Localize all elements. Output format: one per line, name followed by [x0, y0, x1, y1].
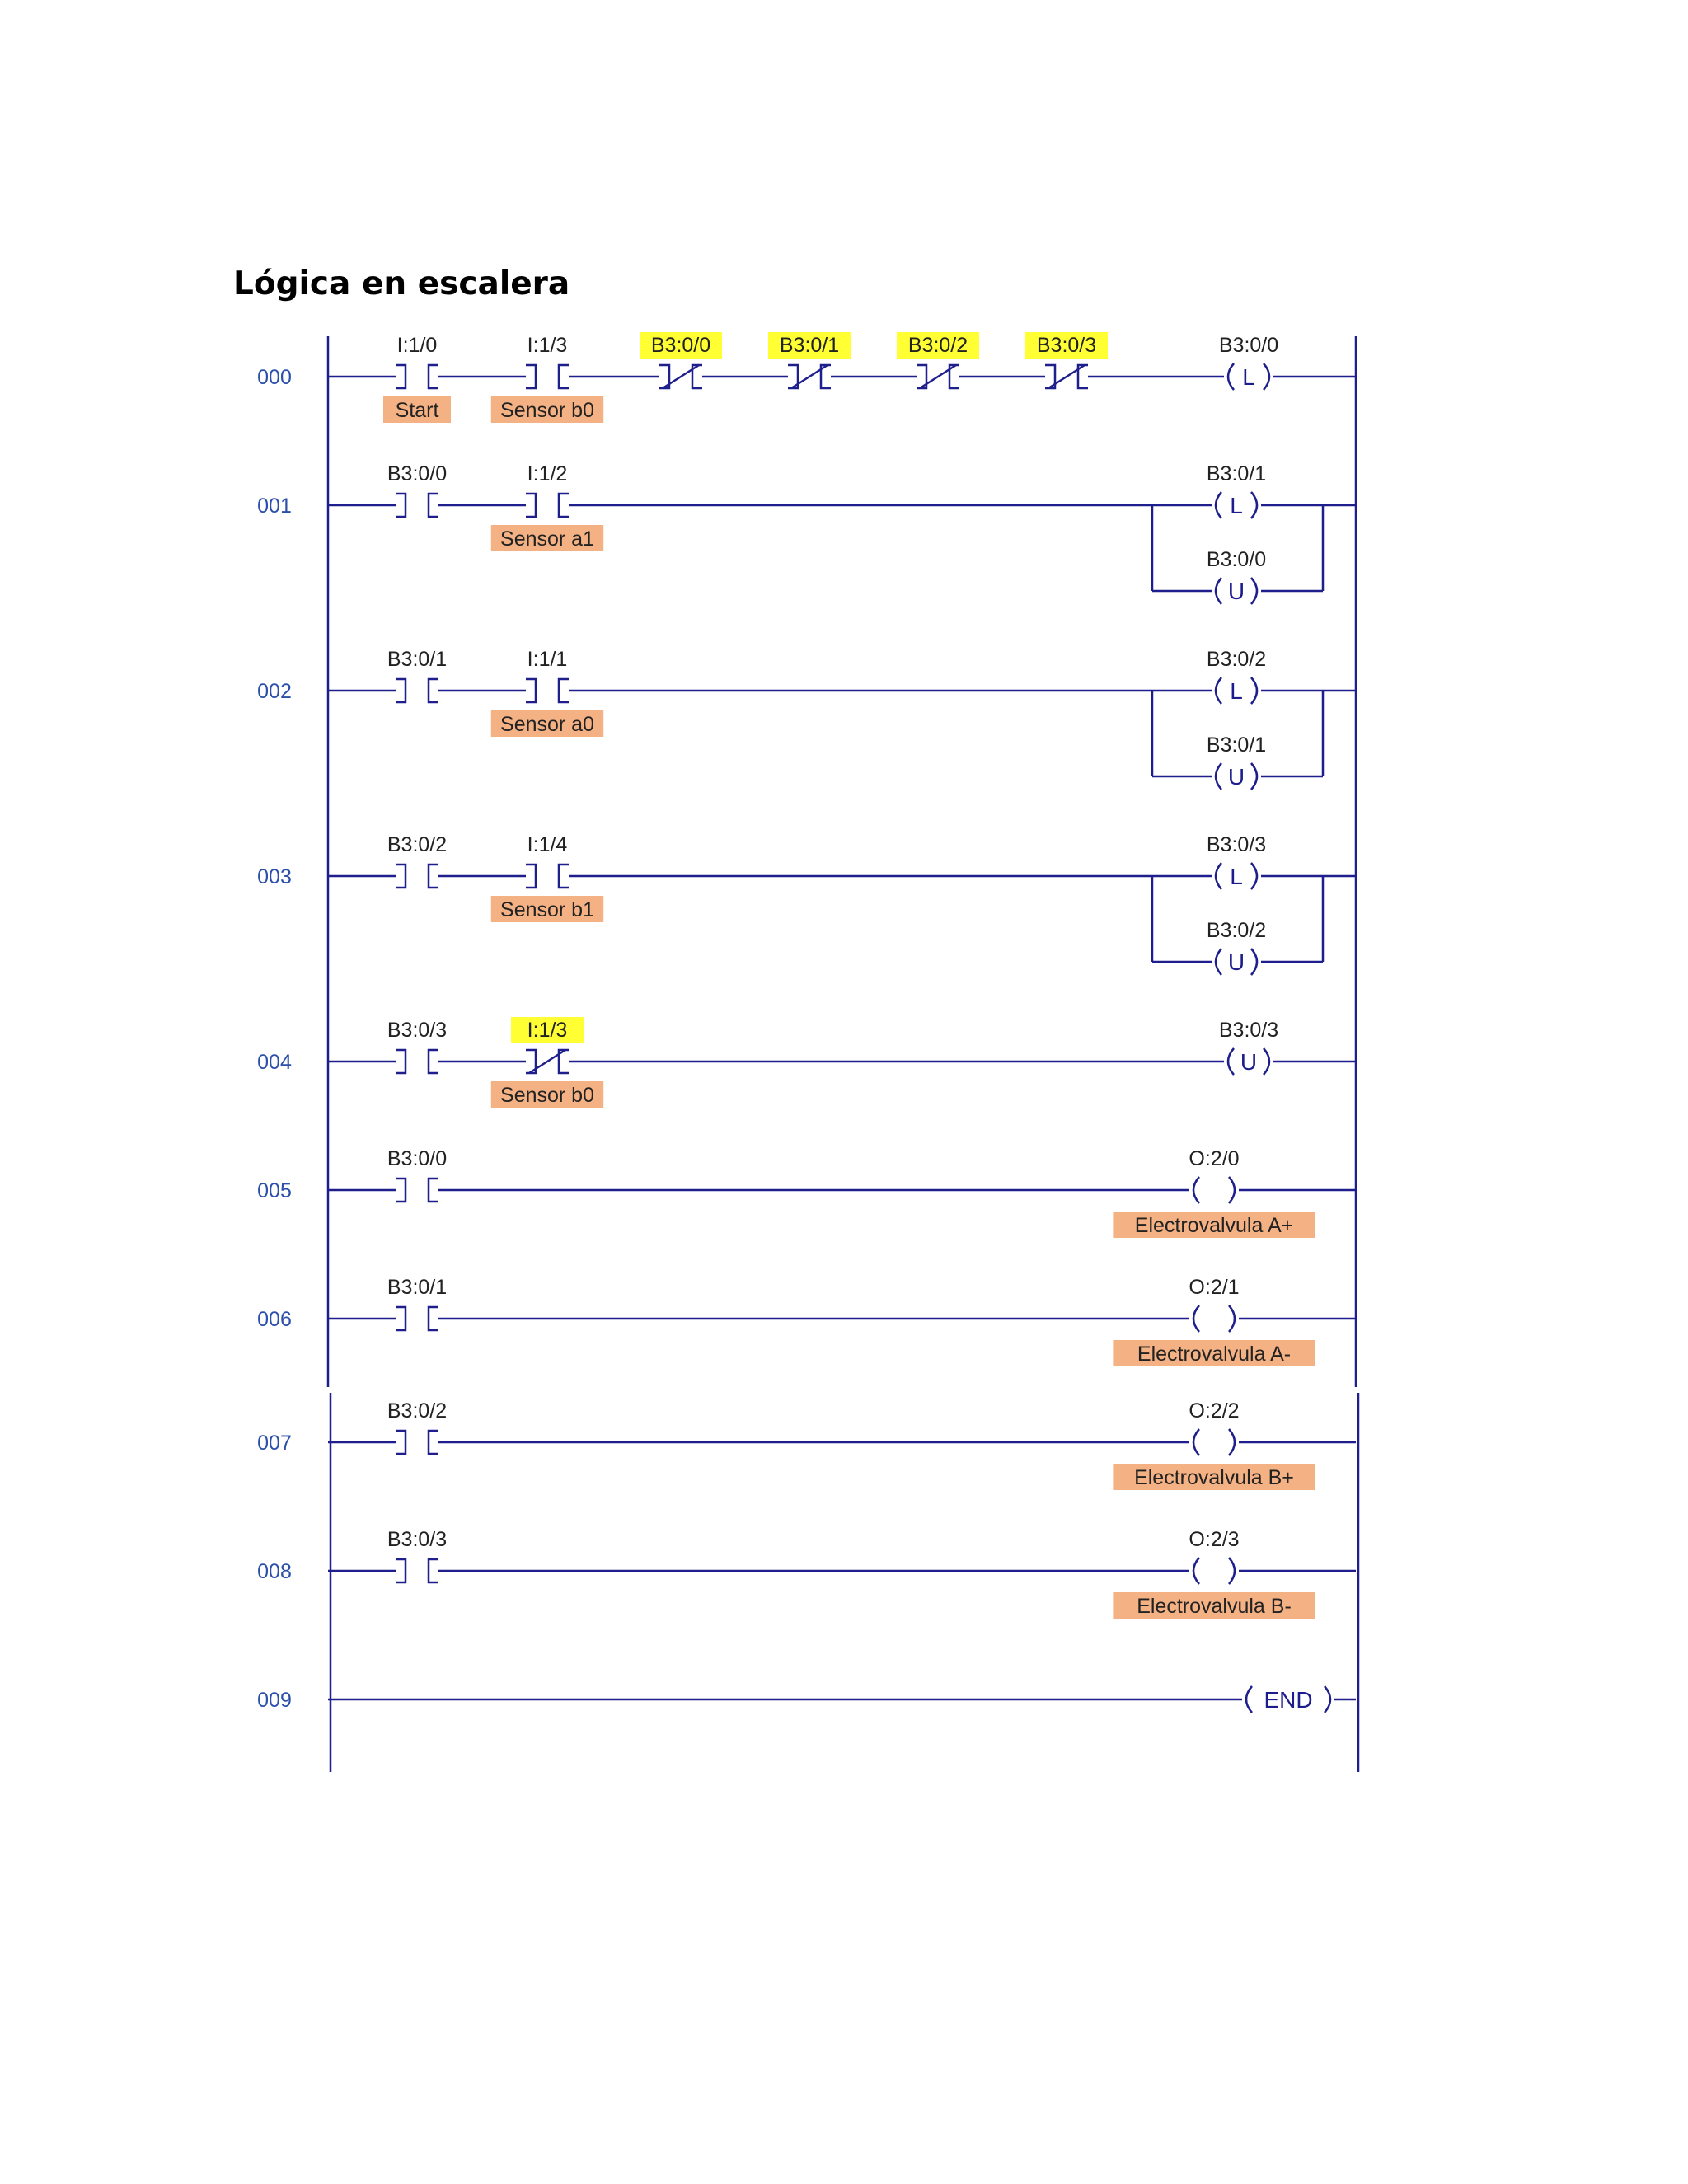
rung-009	[257, 1686, 1356, 1713]
contact-B3:0/3[interactable]	[1025, 332, 1108, 388]
coil-left-paren	[1216, 578, 1221, 604]
unlatch-coil-icon[interactable]	[1216, 763, 1257, 790]
normally-closed-contact-icon[interactable]	[788, 365, 831, 388]
rung-003	[257, 833, 1356, 975]
normally-closed-contact-icon[interactable]	[1045, 365, 1088, 388]
output-O:2/2[interactable]	[1113, 1399, 1356, 1490]
contact-address: B3:0/1	[387, 1276, 448, 1299]
output-O:2/1[interactable]	[1113, 1276, 1356, 1366]
coil-letter: U	[1227, 764, 1245, 790]
coil-right-paren	[1229, 1305, 1235, 1332]
contact-slash	[791, 365, 828, 388]
contact-I:1/3[interactable]	[491, 334, 603, 423]
tag-label: Sensor a1	[500, 527, 594, 551]
contact-B3:0/0[interactable]	[640, 332, 722, 388]
coil-letter: END	[1264, 1687, 1313, 1713]
coil-right-paren	[1229, 1177, 1235, 1203]
coil-left-paren	[1216, 763, 1221, 790]
rung-number: 001	[257, 494, 292, 518]
contact-left-bracket	[396, 1431, 406, 1454]
normally-closed-contact-icon[interactable]	[526, 1050, 569, 1073]
contact-right-bracket	[429, 494, 438, 517]
coil-right-paren	[1325, 1686, 1330, 1713]
coil-right-paren	[1229, 1558, 1235, 1584]
contact-right-bracket	[429, 1431, 438, 1454]
normally-open-contact-icon[interactable]	[396, 1559, 438, 1582]
coil-left-paren	[1246, 1686, 1252, 1713]
rung-008	[257, 1528, 1356, 1619]
contact-address: B3:0/2	[387, 833, 448, 856]
rung-number: 007	[257, 1432, 292, 1455]
contact-address: I:1/3	[527, 334, 568, 357]
coil-left-paren	[1193, 1429, 1199, 1455]
coil-address: O:2/0	[1189, 1147, 1240, 1170]
coil-left-paren	[1193, 1558, 1199, 1584]
coil-letter: U	[1227, 579, 1245, 604]
coil-address: B3:0/1	[1206, 733, 1267, 757]
rung-number: 003	[257, 865, 292, 888]
rung-number: 005	[257, 1179, 292, 1202]
output-end[interactable]	[1246, 1686, 1356, 1713]
coil-address: B3:0/3	[1218, 1019, 1279, 1042]
latch-coil-icon[interactable]	[1216, 863, 1257, 889]
contact-slash	[1048, 365, 1085, 388]
rung-number: 004	[257, 1051, 292, 1074]
contact-left-bracket	[396, 1307, 406, 1330]
coil-address: B3:0/0	[1206, 548, 1267, 571]
contact-address: B3:0/1	[387, 648, 448, 671]
contact-address: B3:0/1	[779, 334, 840, 357]
contact-right-bracket	[429, 1050, 438, 1073]
contact-address: B3:0/0	[650, 334, 711, 357]
contact-left-bracket	[396, 494, 406, 517]
coil-address: O:2/2	[1189, 1399, 1240, 1422]
latch-coil-icon[interactable]	[1228, 363, 1269, 390]
contact-slash	[920, 365, 956, 388]
normally-open-contact-icon[interactable]	[396, 494, 438, 517]
contact-right-bracket	[559, 494, 569, 517]
coil-left-paren	[1216, 949, 1221, 975]
end-instruction-icon[interactable]	[1246, 1686, 1330, 1713]
contact-left-bracket	[526, 865, 536, 888]
contact-right-bracket	[429, 679, 438, 702]
contact-I:1/2[interactable]	[491, 462, 603, 551]
contact-B3:0/1[interactable]	[387, 1276, 447, 1330]
output-branch	[1152, 462, 1356, 604]
coil-address: O:2/3	[1189, 1528, 1240, 1551]
contact-left-bracket	[396, 1559, 406, 1582]
output-O:2/0[interactable]	[1113, 1147, 1356, 1238]
contact-B3:0/0[interactable]	[387, 462, 447, 517]
output-coil-icon[interactable]	[1193, 1177, 1235, 1203]
contact-address: I:1/4	[527, 833, 568, 856]
tag-label: Electrovalvula A+	[1134, 1214, 1294, 1237]
coil-letter: U	[1240, 1049, 1258, 1075]
rung-number: 000	[257, 366, 292, 389]
coil-left-paren	[1228, 1048, 1234, 1075]
rung-number: 009	[257, 1689, 292, 1712]
normally-open-contact-icon[interactable]	[526, 865, 569, 888]
rung-number: 008	[257, 1560, 292, 1583]
output-B3:0/3[interactable]	[1219, 1019, 1356, 1075]
contact-address: I:1/1	[527, 648, 568, 671]
contact-address: B3:0/2	[387, 1399, 448, 1422]
contact-address: B3:0/3	[1036, 334, 1097, 357]
rung-005	[257, 1147, 1356, 1238]
coil-letter: L	[1230, 864, 1243, 889]
contact-right-bracket	[429, 1307, 438, 1330]
contact-address: B3:0/0	[387, 462, 448, 485]
coil-right-paren	[1264, 1048, 1269, 1075]
coil-right-paren	[1251, 949, 1257, 975]
normally-open-contact-icon[interactable]	[396, 1431, 438, 1454]
normally-open-contact-icon[interactable]	[526, 365, 569, 388]
contact-B3:0/1[interactable]	[768, 332, 851, 388]
contact-address: I:1/0	[396, 334, 438, 357]
coil-right-paren	[1251, 677, 1257, 704]
unlatch-coil-icon[interactable]	[1216, 578, 1257, 604]
contact-right-bracket	[429, 365, 438, 388]
tag-label: Sensor b0	[500, 399, 594, 422]
contact-left-bracket	[396, 365, 406, 388]
unlatch-coil-icon[interactable]	[1216, 949, 1257, 975]
normally-open-contact-icon[interactable]	[396, 1179, 438, 1202]
tag-label: Sensor a0	[500, 713, 594, 736]
coil-right-paren	[1251, 578, 1257, 604]
contact-left-bracket	[526, 494, 536, 517]
rung-004	[257, 1017, 1356, 1108]
output-coil-icon[interactable]	[1193, 1305, 1235, 1332]
contact-I:1/0[interactable]	[383, 334, 451, 423]
coil-address: B3:0/2	[1206, 919, 1267, 942]
contact-right-bracket	[559, 865, 569, 888]
contact-address: B3:0/3	[387, 1019, 448, 1042]
normally-closed-contact-icon[interactable]	[917, 365, 959, 388]
contact-B3:0/2[interactable]	[387, 1399, 447, 1454]
tag-label: Electrovalvula B-	[1137, 1595, 1292, 1618]
contact-B3:0/1[interactable]	[387, 648, 447, 702]
rung-007	[257, 1399, 1356, 1490]
contact-slash	[663, 365, 699, 388]
output-B3:0/0[interactable]	[1219, 334, 1356, 390]
rung-006	[257, 1276, 1356, 1366]
normally-open-contact-icon[interactable]	[526, 679, 569, 702]
coil-address: B3:0/2	[1206, 648, 1267, 671]
tag-label: Electrovalvula B+	[1134, 1466, 1294, 1489]
output-coil-icon[interactable]	[1193, 1558, 1235, 1584]
coil-left-paren	[1193, 1305, 1199, 1332]
normally-open-contact-icon[interactable]	[396, 1050, 438, 1073]
normally-open-contact-icon[interactable]	[396, 679, 438, 702]
coil-address: B3:0/1	[1206, 462, 1267, 485]
contact-left-bracket	[396, 679, 406, 702]
coil-address: O:2/1	[1189, 1276, 1240, 1299]
coil-right-paren	[1229, 1429, 1235, 1455]
contact-slash	[529, 1050, 565, 1073]
coil-right-paren	[1251, 492, 1257, 518]
coil-right-paren	[1264, 363, 1269, 390]
coil-letter: L	[1230, 678, 1243, 704]
contact-right-bracket	[559, 365, 569, 388]
coil-letter: L	[1242, 364, 1255, 390]
tag-label: Sensor b0	[500, 1084, 594, 1107]
latch-coil-icon[interactable]	[1216, 677, 1257, 704]
contact-left-bracket	[396, 1179, 406, 1202]
contact-B3:0/3[interactable]	[387, 1019, 447, 1073]
rung-001	[257, 462, 1356, 604]
contact-address: B3:0/0	[387, 1147, 448, 1170]
output-branch	[1152, 833, 1356, 975]
tag-label: Sensor b1	[500, 898, 594, 921]
contact-I:1/1[interactable]	[491, 648, 603, 737]
contact-I:1/4[interactable]	[491, 833, 603, 922]
contact-left-bracket	[526, 679, 536, 702]
normally-open-contact-icon[interactable]	[396, 365, 438, 388]
unlatch-coil-icon[interactable]	[1228, 1048, 1269, 1075]
coil-address: B3:0/0	[1218, 334, 1279, 357]
contact-right-bracket	[429, 1179, 438, 1202]
page-title: Lógica en escalera	[233, 265, 570, 302]
coil-left-paren	[1216, 863, 1221, 889]
contact-right-bracket	[559, 679, 569, 702]
coil-address: B3:0/3	[1206, 833, 1267, 856]
rung-000	[257, 332, 1356, 423]
coil-right-paren	[1251, 863, 1257, 889]
contact-address: I:1/2	[527, 462, 568, 485]
output-branch	[1152, 648, 1356, 790]
contact-address: B3:0/3	[387, 1528, 448, 1551]
coil-left-paren	[1216, 677, 1221, 704]
contact-left-bracket	[396, 865, 406, 888]
normally-open-contact-icon[interactable]	[396, 865, 438, 888]
contact-left-bracket	[526, 365, 536, 388]
contact-address: B3:0/2	[907, 334, 968, 357]
contact-left-bracket	[396, 1050, 406, 1073]
rung-number: 006	[257, 1308, 292, 1331]
coil-right-paren	[1251, 763, 1257, 790]
coil-letter: L	[1230, 493, 1243, 518]
coil-left-paren	[1228, 363, 1234, 390]
contact-address: I:1/3	[527, 1019, 568, 1042]
normally-closed-contact-icon[interactable]	[659, 365, 702, 388]
tag-label: Electrovalvula A-	[1137, 1343, 1292, 1366]
contact-B3:0/3[interactable]	[387, 1528, 447, 1582]
normally-open-contact-icon[interactable]	[396, 1307, 438, 1330]
output-O:2/3[interactable]	[1113, 1528, 1356, 1619]
contact-B3:0/2[interactable]	[897, 332, 979, 388]
coil-left-paren	[1193, 1177, 1199, 1203]
rung-number: 002	[257, 680, 292, 703]
tag-label: Start	[395, 399, 439, 422]
contact-right-bracket	[429, 865, 438, 888]
coil-left-paren	[1216, 492, 1221, 518]
contact-B3:0/0[interactable]	[387, 1147, 447, 1202]
output-coil-icon[interactable]	[1193, 1429, 1235, 1455]
contact-right-bracket	[429, 1559, 438, 1582]
contact-B3:0/2[interactable]	[387, 833, 447, 888]
coil-letter: U	[1227, 949, 1245, 975]
latch-coil-icon[interactable]	[1216, 492, 1257, 518]
normally-open-contact-icon[interactable]	[526, 494, 569, 517]
rung-002	[257, 648, 1356, 790]
